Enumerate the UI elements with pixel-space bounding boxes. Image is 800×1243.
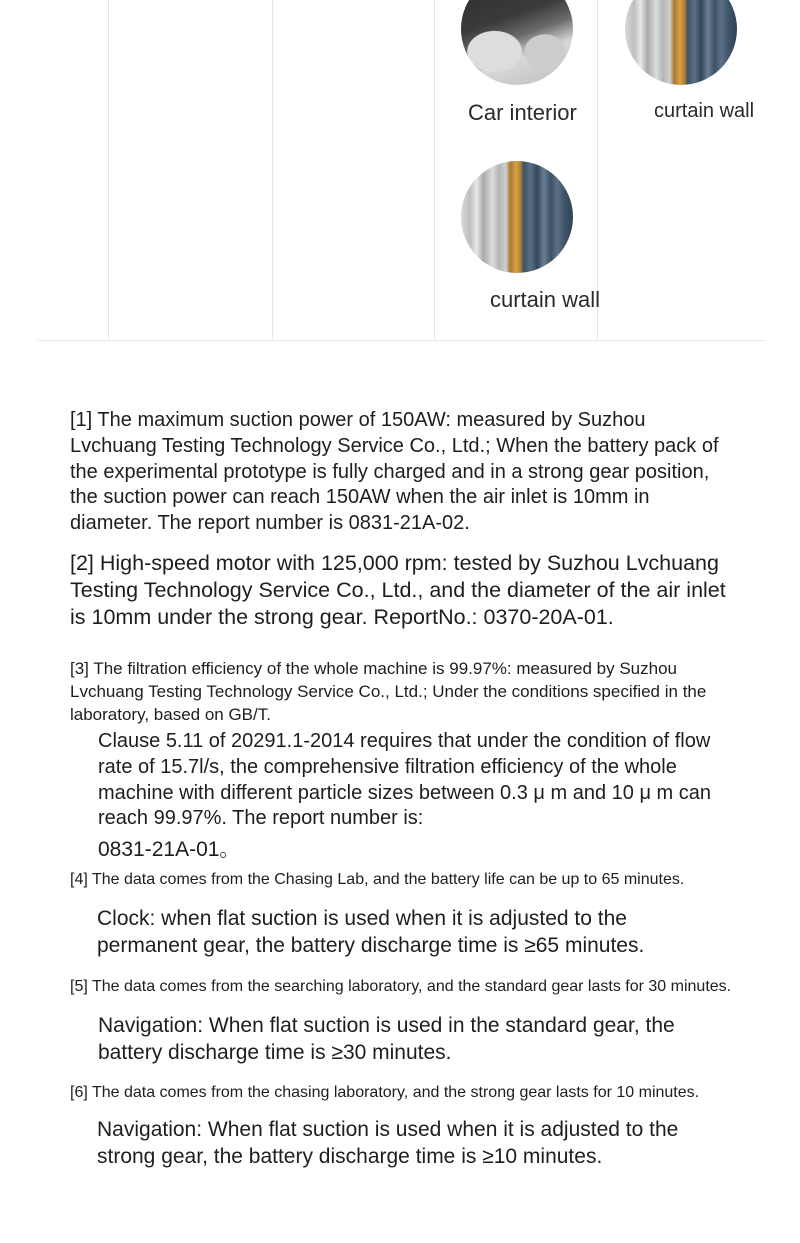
footnote-6-detail: Navigation: When flat suction is used when it is adjusted to the strong gear, the battery discharge time is ≥10 minutes. xyxy=(97,1118,679,1168)
grid-divider xyxy=(272,0,273,340)
footnote-4: [4] The data comes from the Chasing Lab, and the battery life can be up to 65 minutes. xyxy=(70,871,685,888)
gallery-caption-curtain-wall: curtain wall xyxy=(654,100,755,122)
footnote-3-report-number: 0831-21A-01。 xyxy=(98,838,241,861)
footnote-4-detail: Clock: when flat suction is used when it is adjusted to the permanent gear, the battery discharge time is ≥65 minutes. xyxy=(97,907,645,957)
footnote-5-detail: Navigation: When flat suction is used in the standard gear, the battery discharge time is ≥30 minutes. xyxy=(98,1014,675,1064)
gallery-caption-curtain-wall: curtain wall xyxy=(490,287,601,312)
footnote-6: [6] The data comes from the chasing laboratory, and the strong gear lasts for 10 minutes. xyxy=(70,1084,700,1101)
table-bottom-border xyxy=(37,340,764,341)
footnote-2: [2] High-speed motor with 125,000 rpm: tested by Suzhou Lvchuang Testing Technology Service Co., Ltd., and the diameter of the air inlet is 10mm under the strong gear. ReportNo.: 0370-20A-01. xyxy=(70,551,726,629)
gallery-caption-car-interior: Car interior xyxy=(468,100,577,125)
footnote-3-clause: Clause 5.11 of 20291.1-2014 requires that under the condition of flow rate of 15.7l/s, the comprehensive filtration efficiency of the whole machine with different particle sizes between 0.3 μ m and 10 μ m can reach 99.97%. The report number is: xyxy=(98,730,711,830)
grid-divider xyxy=(434,0,435,340)
grid-divider xyxy=(108,0,109,340)
car-interior-photo xyxy=(461,0,573,85)
curtain-wall-photo xyxy=(625,0,737,85)
footnote-5: [5] The data comes from the searching laboratory, and the standard gear lasts for 30 minutes. xyxy=(70,978,732,995)
curtain-wall-photo xyxy=(461,161,573,273)
footnote-1: [1] The maximum suction power of 150AW: measured by Suzhou Lvchuang Testing Technology Service Co., Ltd.; When the battery pack of the experimental prototype is fully charged and in a strong gear position, the suction power can reach 150AW when the air inlet is 10mm in diameter. The report number is 0831-21A-02. xyxy=(70,409,719,535)
footnote-3: [3] The filtration efficiency of the whole machine is 99.97%: measured by Suzhou Lvchuang Testing Technology Service Co., Ltd.; Under the conditions specified in the laboratory, based on GB/T. xyxy=(70,659,707,724)
